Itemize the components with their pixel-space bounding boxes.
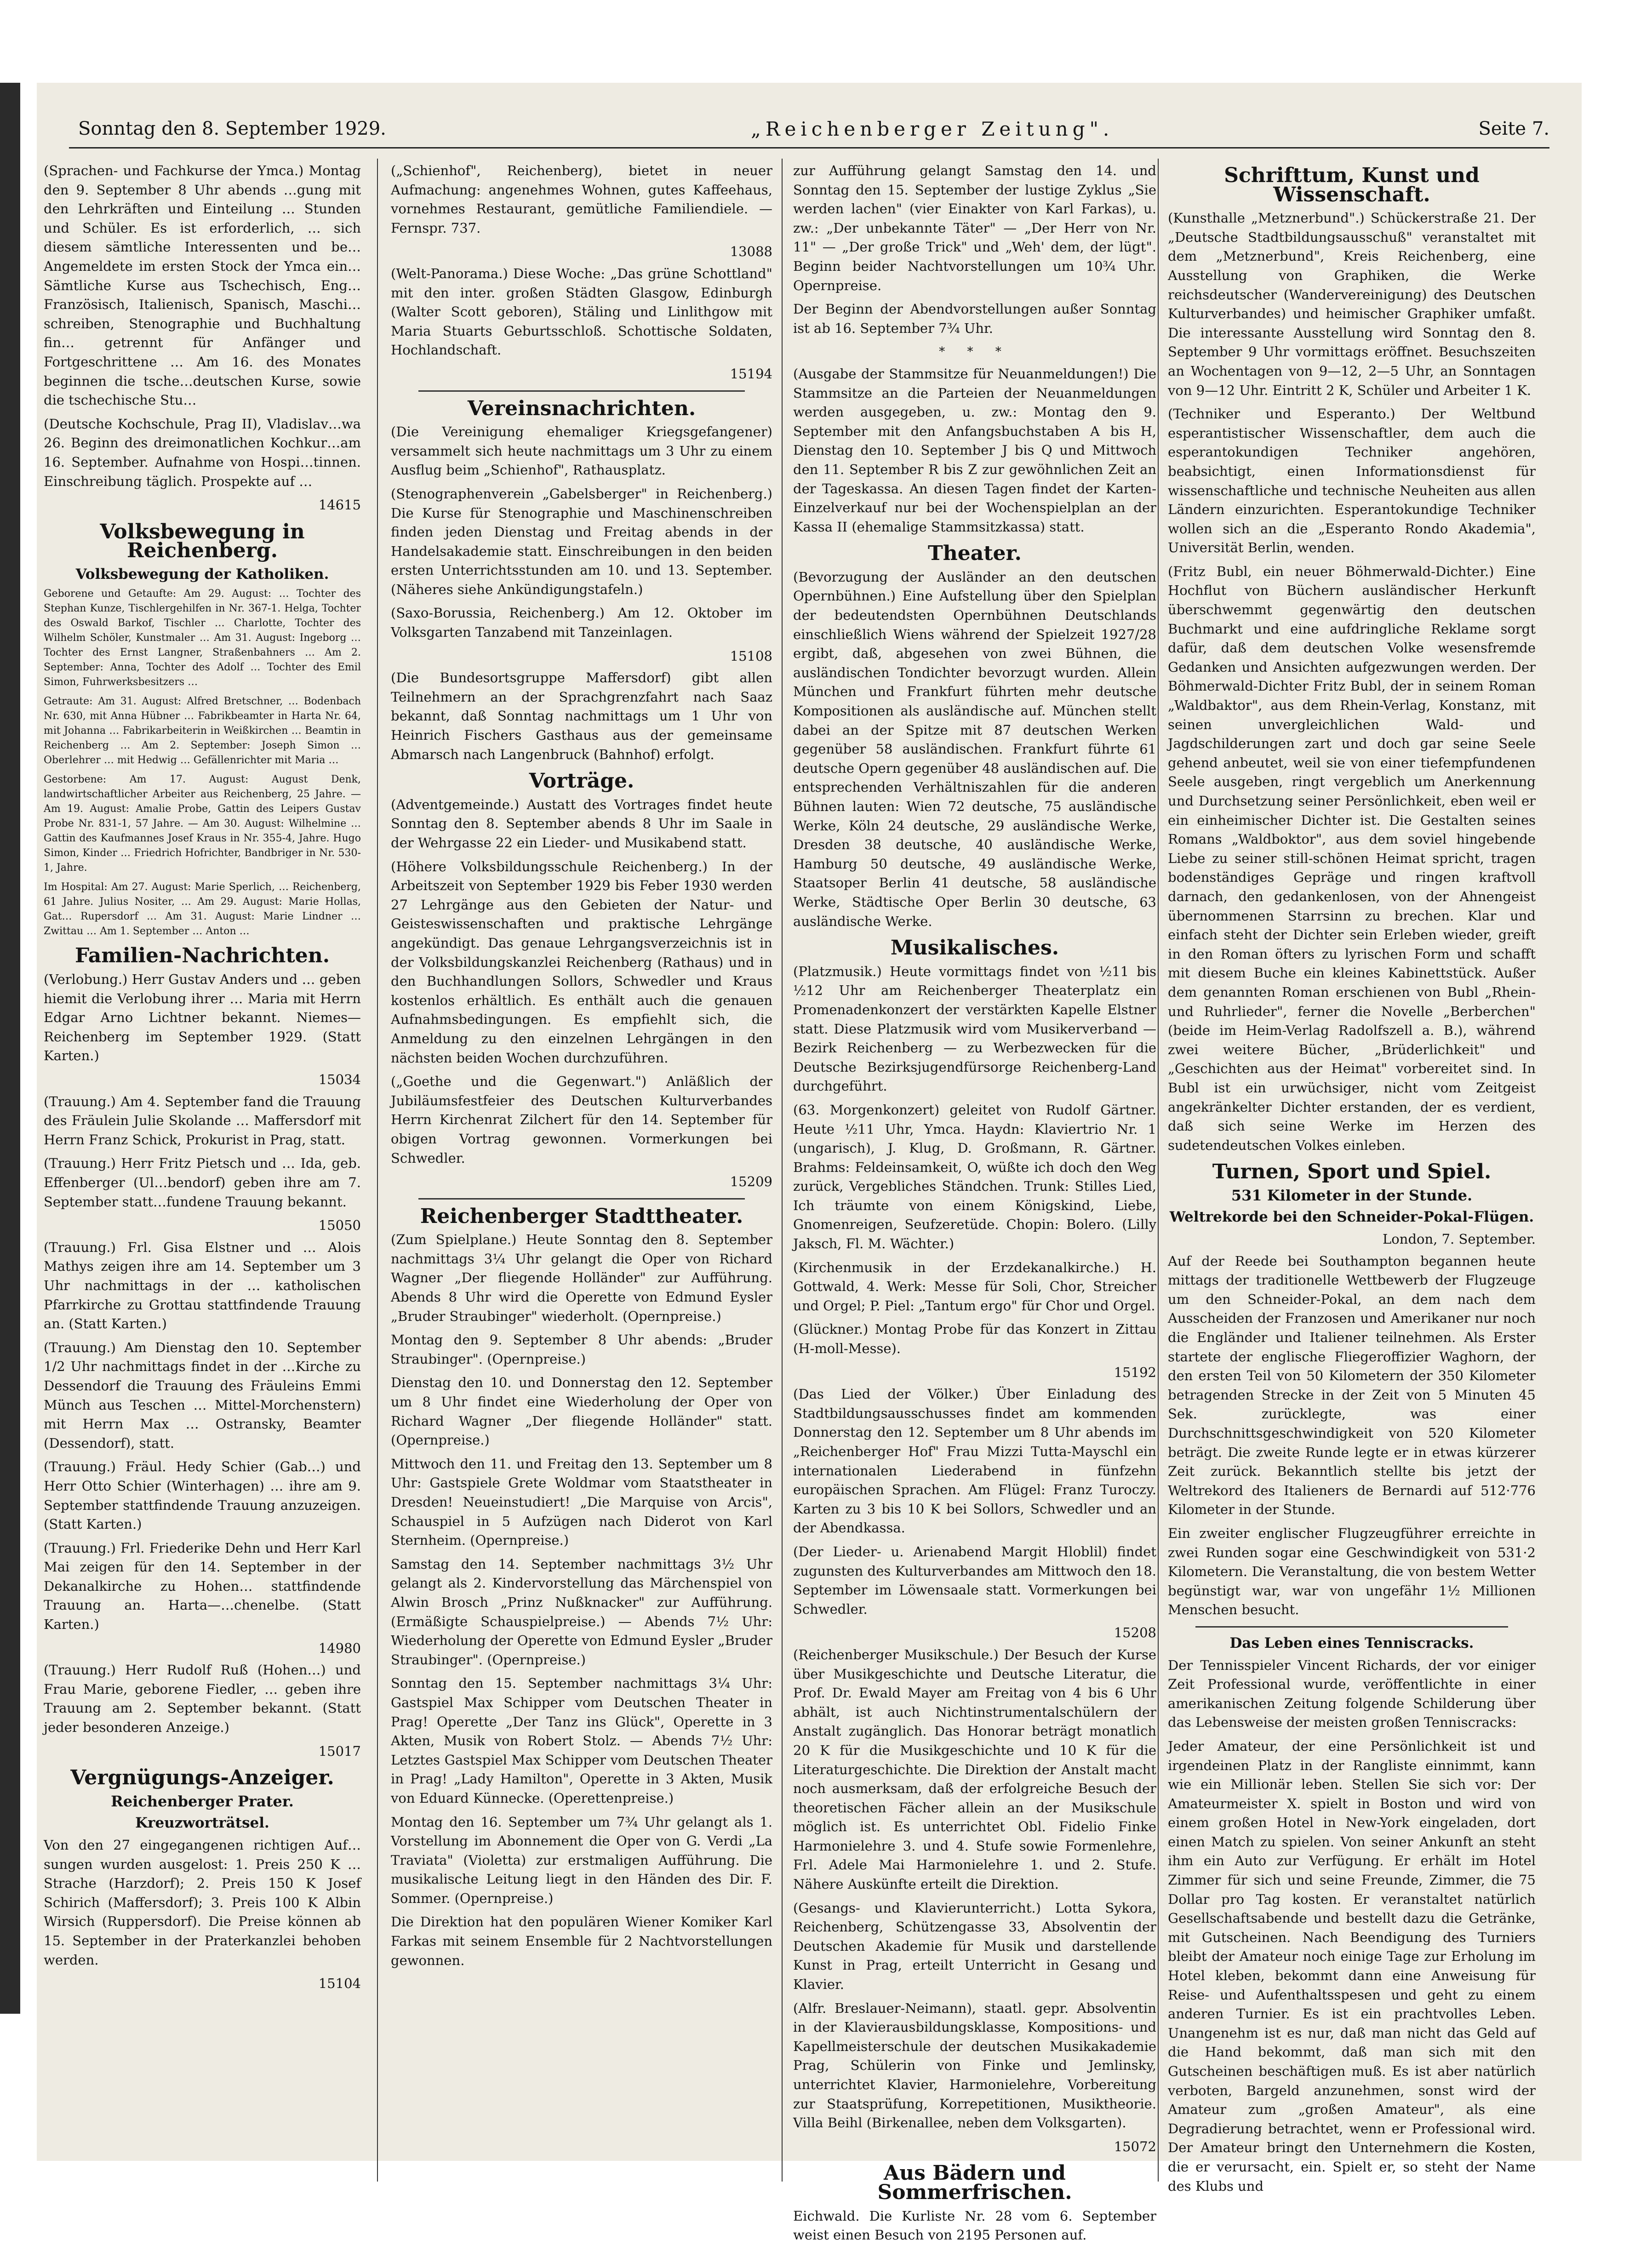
ad-number: 13088 <box>730 244 772 260</box>
article-paragraph: Von den 27 eingegangenen richtigen Auf…sungen wurden ausgelost: 1. Preis 250 K … Strache (Harzdorf); 2. Preis 150 K Josef Schirich (Maffersdorf); 3. Preis 100 K Albin Wirsich (Ruppersdorf). Die Preise können ab 15. September in der Praterkanzlei behoben werden. <box>44 1837 361 1968</box>
article-paragraph: (Höhere Volksbildungsschule Reichenberg.) In der Arbeitszeit von September 1929 bis Feber 1930 werden 27 Lehrgänge aus den Gebieten der Natur- und Geisteswissenschaften und praktische Lehrgänge angekündigt. Das genaue Lehrgangsverzeichnis ist in der Volksbildungskanzlei Reichenberg (Rathaus) und in den Buchhandlungen Sollors, Schwedler und Kraus kostenlos erhältlich. Es enthält auch die genauen Aufnahmsbedingungen. Es empfiehlt sich, die Anmeldung zu den einzelnen Lehrgängen in den nächsten beiden Wochen durchzuführen. <box>391 858 772 1066</box>
article-paragraph: („Schienhof", Reichenberg), bietet in neuer Aufmachung: angenehmes Wohnen, gutes Kaffeehaus, vornehmes Restaurant, gemütliche Familiendiele. — Fernspr. 737. <box>391 163 772 236</box>
section-heading: Vereinsnachrichten. <box>467 396 696 420</box>
ad-number: 15072 <box>1114 2138 1156 2154</box>
column-rule <box>782 159 783 2182</box>
article-paragraph: Montag den 9. September 8 Uhr abends: „Bruder Straubinger". (Opernpreise.) <box>391 1332 772 1367</box>
subsection-heading: Kreuzworträtsel. <box>135 1815 269 1832</box>
section-heading: Familien-Nachrichten. <box>74 944 330 968</box>
section-heading: Reichenberger Stadttheater. <box>420 1204 743 1228</box>
separator <box>418 390 745 392</box>
article-paragraph: Der Tennisspieler Vincent Richards, der vor einiger Zeit Professional wurde, veröffentlichte in einer amerikanischen Zeitung folgende Schilderung über das Lebensweise der meisten großen Tenniscracks: <box>1168 1657 1536 1731</box>
article-paragraph: (Bevorzugung der Ausländer an den deutschen Opernbühnen.) Eine Aufstellung über den Spielplan der bedeutendsten Opernbühnen Deutschlands einschließlich Wiens während der Spielzeit 1927/28 ergibt, daß, abgesehen von zwei Bühnen, die ausländischen Tondichter bevorzugt wurden. Allein München und Frankfurt führten mehr deutsche Kompositionen als ausländische auf. München stellt dabei an der Spitze mit 87 deutschen Werken gegenüber 58 ausländischen. Frankfurt führte 61 deutsche Opern gegenüber 48 ausländischen auf. Die entsprechenden Verhältniszahlen für die anderen Bühnen lauten: Wien 72 deutsche, 75 ausländische Werke, Köln 24 deutsche, 29 ausländische Werke, Dresden 38 deutsche, 40 ausländische Werke, Hamburg 50 deutsche, 49 ausländische Werke, Staatsoper Berlin 41 deutsche, 58 ausländische Werke, Städtische Oper Berlin 30 deutsche, 63 ausländische Werke. <box>793 569 1156 929</box>
article-paragraph: (Das Lied der Völker.) Über Einladung des Stadtbildungsausschusses findet am kommenden Donnerstag den 12. September um 8 Uhr abends im „Reichenberger Hof" Frau Mizzi Tutta-Mayschl ein internationalen Liederabend in fünfzehn europäischen Sprachen. Am Flügel: Franz Turoczy. Karten zu 3 bis 10 K bei Sollors, Schwedler und an der Abendkassa. <box>793 1386 1156 1536</box>
section-heading: Musikalisches. <box>890 936 1059 960</box>
article-paragraph: Dienstag den 10. und Donnerstag den 12. September um 8 Uhr findet eine Wiederholung der Oper von Richard Wagner „Der fliegende Holländer" statt. (Opernpreise.) <box>391 1375 772 1448</box>
registry-paragraph: Geborene und Getaufte: Am 29. August: … Tochter des Stephan Kunze, Tischlergehilfen in Nr. 367-1. Helga, Tochter des Oswald Barkof, Tischler … Charlotte, Tochter des Wilhelm Schöler, Kunstmaler … Am 31. August: Ingeborg … Tochter des Ernst Langner, Straßenbahners … Am 2. September: Anna, Tochter des Adolf … Tochter des Emil Simon, Fuhrwerksbesitzers … <box>44 588 361 688</box>
section-heading: Turnen, Sport und Spiel. <box>1212 1160 1492 1184</box>
article-paragraph: (Welt-Panorama.) Diese Woche: „Das grüne Schottland" mit den inter. großen Städten Glasgow, Edinburgh (Walter Scott geboren), Stäling und Linlithgow mit Maria Stuarts Geburtsschloß. Schottische Soldaten, Hochlandschaft. <box>391 265 772 358</box>
column-4 <box>1168 159 1536 2194</box>
section-heading: Volksbewegung in Reichenberg. <box>100 520 305 563</box>
article-paragraph: (Sprachen- und Fachkurse der Ymca.) Montag den 9. September 8 Uhr abends …gung mit den Lehrkräften und Einteilung … Stunden und Schüler. Es ist erforderlich, … sich diesem sämtliche Interessenten und be… Angemeldete im ersten Stock der Ymca ein… Sämtliche Kurse aus Tschechisch, Eng… Französisch, Italienisch, Spanisch, Maschi…schreiben, Stenographie und Buchhaltung fin… getrennt für Anfänger und Fortgeschrittene … Am 16. des Monates beginnen die tsche…deutschen Kurse, sowie die tschechische Stu… <box>44 163 361 408</box>
article-paragraph: Mittwoch den 11. und Freitag den 13. September um 8 Uhr: Gastspiele Grete Woldmar vom Staatstheater in Dresden! Neueinstudiert! „Die Marquise von Arcis", Schauspiel in 5 Aufzügen nach Diderot von Karl Sternheim. (Opernpreise.) <box>391 1456 772 1548</box>
article-paragraph: (Alfr. Breslauer-Neimann), staatl. gepr. Absolventin in der Klavierausbildungsklasse, Kompositions- und Kapellmeisterschule der deutschen Musikakademie Prag, Schülerin von Finke und Jemlinsky, unterrichtet Klavier, Harmonielehre, Vorbereitung zur Staatsprüfung, Korrepetitionen, Musiktheorie. Villa Beihl (Birkenallee, neben dem Volksgarten). <box>793 2000 1156 2131</box>
article-paragraph: Ein zweiter englischer Flugzeugführer erreichte in zwei Runden sogar eine Geschwindigkeit von 531·2 Kilometern. Die Veranstaltung, die von bestem Wetter begünstigt war, war von ungefähr 1½ Millionen Menschen besucht. <box>1168 1525 1536 1618</box>
subsection-heading: Weltrekorde bei den Schneider-Pokal-Flügen. <box>1169 1209 1534 1226</box>
article-paragraph: Der Beginn der Abendvorstellungen außer Sonntag ist ab 16. September 7¾ Uhr. <box>793 301 1156 336</box>
ad-number: 15017 <box>318 1743 361 1759</box>
registry-paragraph: Im Hospital: Am 27. August: Marie Sperlich, … Reichenberg, 61 Jahre. Julius Nositer, … Am 29. August: Marie Hollas, Gat… Rupersdorf … Am 31. August: Marie Lindner … Zwittau … Am 1. September … Anton … <box>44 881 361 937</box>
registry-paragraph: Gestorbene: Am 17. August: August Denk, landwirtschaftlicher Arbeiter aus Reichenberg, 25 Jahre. — Am 19. August: Amalie Probe, Gattin des Leipers Gustav Probe Nr. 831-1, 57 Jahre. — Am 30. August: Wilhelmine … Gattin des Kaufmannes Josef Kraus in Nr. 355-4, Jahre. Hugo Simon, Kinder … Friedrich Hofrichter, Bandbriger in Nr. 530-1, Jahre. <box>44 774 361 874</box>
header-page-number: Seite 7. <box>1478 118 1549 139</box>
article-paragraph: Samstag den 14. September nachmittags 3½ Uhr gelangt als 2. Kindervorstellung das Märchenspiel von Alwin Brosch „Prinz Nußknacker" zur Aufführung. (Ermäßigte Schauspielpreise.) — Abends 7½ Uhr: Wiederholung der Operette von Edmund Eysler „Bruder Straubinger". (Opernpreise.) <box>391 1556 772 1668</box>
section-heading: Vorträge. <box>529 769 635 793</box>
page-header <box>78 115 1549 143</box>
section-heading: Schrifttum, Kunst und Wissenschaft. <box>1224 164 1480 206</box>
article-paragraph: (Ausgabe der Stammsitze für Neuanmeldungen!) Die Stammsitze an die Parteien der Neuanmeldungen werden ausgegeben, u. zw.: Montag den 9. September mit den Anfangsbuchstaben A bis H, Dienstag den 10. September J bis Q und Mittwoch den 11. September R bis Z zur gewöhnlichen Zeit an der Tageskassa. An diesen Tagen findet der Karten-Einzelverkauf nur bei der Wochenspielplan an der Kassa II (ehemalige Stammsitzkassa) statt. <box>793 366 1156 535</box>
subsection-heading: Reichenberger Prater. <box>111 1792 294 1810</box>
dateline: London, 7. September. <box>1383 1231 1536 1247</box>
article-paragraph: (Saxo-Borussia, Reichenberg.) Am 12. Oktober im Volksgarten Tanzabend mit Tanzeinlagen. <box>391 605 772 640</box>
ad-number: 15050 <box>318 1217 361 1234</box>
family-notice: (Trauung.) Frl. Friederike Dehn und Herr Karl Mai zeigen für den 14. September in der Dekanalkirche zu Hohen… stattfindende Trauung an. Harta—…chenelbe. (Statt Karten.) <box>44 1540 361 1633</box>
subsection-heading: Volksbewegung der Katholiken. <box>75 566 329 583</box>
article-paragraph: Montag den 16. September um 7¾ Uhr gelangt als 1. Vorstellung im Abonnement die Oper von G. Verdi „La Traviata" (Violetta) zur erstmaligen Aufführung. Die musikalische Leitung liegt in den Händen des Dir. F. Sommer. (Opernpreise.) <box>391 1814 772 1906</box>
column-2 <box>391 159 772 2191</box>
section-heading: Theater. <box>927 542 1022 566</box>
family-notice: (Verlobung.) Herr Gustav Anders und … geben hiemit die Verlobung ihrer … Maria mit Herrn Edgar Arno Lichtner bekannt. Niemes—Reichenberg im September 1929. (Statt Karten.) <box>44 971 361 1064</box>
ad-number: 15104 <box>318 1976 361 1992</box>
asterism: * * * <box>939 345 1011 359</box>
article-paragraph: (Zum Spielplane.) Heute Sonntag den 8. September nachmittags 3¼ Uhr gelangt die Oper von Richard Wagner „Der fliegende Holländer" zur Aufführung. Abends 8 Uhr wird die Operette von Edmund Eysler „Bruder Straubinger" wiederholt. (Opernpreise.) <box>391 1232 772 1324</box>
article-paragraph: Auf der Reede bei Southampton begannen heute mittags der traditionelle Wettbewerb der Flugzeuge um den Schneider-Pokal, an dem nach dem Ausscheiden der Franzosen und Amerikaner nur noch die Engländer und Italiener teilnehmen. Als Erster startete der englische Fliegeroffizier Waghorn, der den ersten Teil von 50 Kilometern der 350 Kilometer betragenden Strecke in der Zeit von 5 Minuten 45 Sek. zurücklegte, was einer Durchschnittsgeschwindigkeit von 520 Kilometer beträgt. Die zweite Runde legte er in etwas kürzerer Zeit zurück. Bekanntlich stellte bis jetzt der Weltrekord des Italieners de Bernardi auf 512·776 Kilometer in der Stunde. <box>1168 1253 1536 1518</box>
ad-number: 15108 <box>730 648 772 664</box>
article-paragraph: (Glückner.) Montag Probe für das Konzert in Zittau (H-moll-Messe). <box>793 1321 1156 1357</box>
article-paragraph: (Adventgemeinde.) Austatt des Vortrages findet heute Sonntag den 8. September abends 8 Uhr im Saale in der Wehrgasse 22 ein Lieder- und Musikabend statt. <box>391 796 772 851</box>
article-paragraph: (Kirchenmusik in der Erzdekanalkirche.) H. Gottwald, 4. Werk: Messe für Soli, Chor, Streicher und Orgel; P. Piel: „Tantum ergo" für Chor und Orgel. <box>793 1259 1156 1314</box>
article-paragraph: (Kunsthalle „Metznerbund".) Schückerstraße 21. Der „Deutsche Stadtbildungsausschuß" veranstaltet mit dem „Metznerbund", Kreis Reichenberg, eine Ausstellung von Graphiken, die Werke reichsdeutscher (Wandervereinigung) des Deutschen Kulturverbandes) und heimischer Graphiker umfaßt. Die interessante Ausstellung wird Sonntag den 8. September 9 Uhr vormittags eröffnet. Besuchszeiten an Wochentagen von 9—12, 2—5 Uhr, an Sonntagen von 9—12 Uhr. Eintritt 2 K, Schüler und Arbeiter 1 K. <box>1168 210 1536 398</box>
family-notice: (Trauung.) Am 4. September fand die Trauung des Fräulein Julie Skolande … Maffersdorf mit Herrn Franz Schick, Prokurist in Prag, statt. <box>44 1093 361 1148</box>
ad-number: 15208 <box>1114 1625 1156 1641</box>
header-date: Sonntag den 8. September 1929. <box>78 118 386 139</box>
article-paragraph: (Deutsche Kochschule, Prag II), Vladislav…wa 26. Beginn des dreimonatlichen Kochkur…am 16. September. Aufnahme von Hospi…tinnen. Einschreibung täglich. Prospekte auf … <box>44 416 361 489</box>
column-1 <box>44 159 361 2191</box>
ad-number: 15194 <box>730 366 772 382</box>
article-paragraph: (Die Vereinigung ehemaliger Kriegsgefangener) versammelt sich heute nachmittags um 3 Uhr zu einem Ausflug beim „Schienhof", Rathausplatz. <box>391 424 772 478</box>
family-notice: (Trauung.) Herr Rudolf Ruß (Hohen…) und Frau Marie, geborene Fiedler, … geben ihre Trauung am 2. September bekannt. (Statt jeder besonderen Anzeige.) <box>44 1662 361 1736</box>
article-paragraph: Eichwald. Die Kurliste Nr. 28 vom 6. September weist einen Besuch von 2195 Personen auf. <box>793 2208 1156 2243</box>
column-3 <box>793 159 1156 2243</box>
column-rule <box>377 159 378 2182</box>
article-paragraph: (Techniker und Esperanto.) Der Weltbund esperantistischer Wissenschaftler, dem auch die esperantokundigen Techniker angehören, beabsichtigt, einen Informationsdienst für wissenschaftliche und technische Neuheiten aus allen Ländern einzurichten. Esperantokundige Techniker wollen sich an die „Esperanto Rondo Akademia", Universität Berlin, wenden. <box>1168 406 1536 556</box>
ad-number: 15209 <box>730 1174 772 1190</box>
family-notice: (Trauung.) Frl. Gisa Elstner und … Alois Mathys zeigen ihre am 14. September um 3 Uhr nachmittags in der … katholischen Pfarrkirche zu Grottau stattfindende Trauung an. (Statt Karten.) <box>44 1239 361 1332</box>
column-rule <box>1158 159 1159 2182</box>
article-paragraph: zur Aufführung gelangt Samstag den 14. und Sonntag den 15. September der lustige Zyklus „Sie werden lachen" (vier Einakter von Karl Farkas), u. zw.: „Der unbekannte Täter" — „Der Herr von Nr. 11" — „Der große Trick" und „Weh' dem, der lügt". Beginn beider Nachtvorstellungen um 10¾ Uhr. Opernpreise. <box>793 163 1156 293</box>
family-notice: (Trauung.) Herr Fritz Pietsch und … Ida, geb. Effenberger (Ul…bendorf) geben ihre am 7. September statt…fundene Trauung bekannt. <box>44 1155 361 1210</box>
section-heading: Aus Bädern und Sommerfrischen. <box>877 2161 1072 2204</box>
scan-edge <box>0 83 20 2014</box>
article-paragraph: („Goethe und die Gegenwart.") Anläßlich der Jubiläumsfestfeier des Deutschen Kulturverbandes Herrn Kirchenrat Zilchert für den 14. September für obigen Vortrag gewonnen. Vormerkungen bei Schwedler. <box>391 1074 772 1166</box>
separator <box>418 1198 745 1200</box>
header-masthead: „Reichenberger Zeitung". <box>751 117 1114 140</box>
ad-number: 14980 <box>318 1640 361 1656</box>
subsection-heading: Das Leben eines Tenniscracks. <box>1229 1634 1474 1651</box>
article-paragraph: (Die Bundesortsgruppe Maffersdorf) gibt allen Teilnehmern an der Sprachgrenzfahrt nach Saaz bekannt, daß Sonntag nachmittags um 1 Uhr von Heinrich Fischers Gasthaus aus der gemeinsame Abmarsch nach Langenbruck (Bahnhof) erfolgt. <box>391 670 772 762</box>
ad-number: 15192 <box>1114 1364 1156 1380</box>
article-paragraph: (Stenographenverein „Gabelsberger" in Reichenberg.) Die Kurse für Stenographie und Maschinenschreiben finden jeden Dienstag und Freitag abends in der Handelsakademie statt. Einschreibungen in den beiden ersten Unterrichtsstunden am 10. und 13. September. (Näheres siehe Ankündigungstafeln.) <box>391 486 772 597</box>
subsection-heading: 531 Kilometer in der Stunde. <box>1231 1186 1473 1204</box>
article-paragraph: (Fritz Bubl, ein neuer Böhmerwald-Dichter.) Eine Hochflut von Büchern ausländischer Herkunft überschwemmt gegenwärtig den deutschen Buchmarkt und eine aufdringliche Reklame sorgt dafür, daß dem deutschen Volke wesensfremde Gedanken und Ansichten aufgezwungen werden. Der Böhmerwald-Dichter Fritz Bubl, der in seinem Roman „Waldbaktor", aus dem Rhein-Verlag, Konstanz, mit seinen unvergleichlichen Wald- und Jagdschilderungen zart und doch gar seine Seele gehend anbeutet, weil sie von einer tiefempfundenen Seele ausgeben, ringt vergeblich um Anerkennung und Durchsetzung seiner Persönlichkeit, eben weil er ein einheimischer Dichter ist. Die Gestalten seines Romans „Waldboktor", aus dem soviel hingebende Liebe zu seiner still-schönen Heimat spricht, tragen bodenständiges Gepräge und ringen kraftvoll darnach, den gedankenlosen, von der Ahnengeist übernommenen Starrsinn zu brechen. Klar und einfach steht der Dichter sein Erleben wieder, greift in den Roman öfters zu lyrischen Form und schafft mit diesem Buche ein kleines Kabinettstück. Außer dem genannten Roman erschienen von Bubl „Rhein- und Ruhrlieder", ferner die Novelle „Berberchen" (beide im Heim-Verlag Radolfszell a. B.), während zwei weitere Bücher, „Brüderlichkeit" und „Geschichten aus der Heimat" vorbereitet sind. In Bubl ist ein urwüchsiger, nicht vom Zeitgeist angekränkelter Dichter erstanden, der es verdient, daß sich seine Werke im Herzen des sudetendeutschen Volkes einleben. <box>1168 563 1536 1153</box>
family-notice: (Trauung.) Am Dienstag den 10. September 1/2 Uhr nachmittags findet in der …Kirche zu Dessendorf die Trauung des Fräuleins Emmi Münch aus Teschen … Mittel-Morchenstern) mit Herrn Max … Ostransky, Beamter (Dessendorf), statt. <box>44 1339 361 1451</box>
header-rule <box>69 147 1549 149</box>
article-paragraph: (Gesangs- und Klavierunterricht.) Lotta Sykora, Reichenberg, Schützengasse 33, Absolventin der Deutschen Akademie für Musik und darstellende Kunst in Prag, erteilt Unterricht in Gesang und Klavier. <box>793 1900 1156 1993</box>
registry-paragraph: Getraute: Am 31. August: Alfred Bretschner, … Bodenbach Nr. 630, mit Anna Hübner … Fabrikbeamter in Harta Nr. 64, mit Johanna … Fabrikarbeiterin in Weißkirchen … Beamtin in Reichenberg … Am 2. September: Joseph Simon … Oberlehrer … mit Hedwig … Gefällenrichter mit Maria … <box>44 696 361 766</box>
separator <box>1195 1626 1508 1628</box>
section-heading: Vergnügungs-Anzeiger. <box>70 1766 334 1790</box>
ad-number: 14615 <box>318 497 361 513</box>
article-paragraph: Die Direktion hat den populären Wiener Komiker Karl Farkas mit seinem Ensemble für 2 Nachtvorstellungen gewonnen. <box>391 1914 772 1968</box>
ad-number: 15034 <box>318 1072 361 1088</box>
article-paragraph: Sonntag den 15. September nachmittags 3¼ Uhr: Gastspiel Max Schipper vom Deutschen Theater in Prag! Operette „Der Tanz ins Glück", Operette in 3 Akten, Musik von Robert Stolz. — Abends 7½ Uhr: Letztes Gastspiel Max Schipper vom Deutschen Theater in Prag! „Lady Hamilton", Operette in 3 Akten, Musik von Eduard Künnecke. (Operettenpreise.) <box>391 1675 772 1806</box>
article-paragraph: (63. Morgenkonzert) geleitet von Rudolf Gärtner. Heute ½11 Uhr, Ymca. Haydn: Klaviertrio Nr. 1 (ungarisch), J. Klug, D. Großmann, R. Gärtner. Brahms: Feldeinsamkeit, O, wüßte ich doch den Weg zurück, Vergebliches Ständchen. Trunk: Stilles Lied, Ich träumte von einem Königskind, Liebe, Gnomenreigen, Seufzeretüde. Chopin: Bolero. (Lilly Jaksch, Fl. M. Wächter.) <box>793 1102 1156 1252</box>
article-paragraph: (Platzmusik.) Heute vormittags findet von ½11 bis ½12 Uhr am Reichenberger Theaterplatz ein Promenadenkonzert der verstärkten Kapelle Elstner statt. Diese Platzmusik wird vom Musikerverband — Bezirk Reichenberg — zu Werbezwecken für die Deutsche Bezirksjugendfürsorge Reichenberg-Land durchgeführt. <box>793 963 1156 1094</box>
article-paragraph: (Reichenberger Musikschule.) Der Besuch der Kurse über Musikgeschichte und Deutsche Literatur, die Prof. Dr. Ewald Mayer am Freitag von 4 bis 6 Uhr abhält, ist auch Nichtinstrumentalschülern der Anstalt zugänglich. Das Honorar beträgt monatlich 20 K für die Musikgeschichte und 10 K für die Literaturgeschichte. Die Direktion der Anstalt macht noch ausmerksam, daß der erfolgreiche Besuch der theoretischen Fächer allein an der Musikschule möglich ist. Es unterrichtet Obl. Fidelio Finke Harmonielehre 3. und 4. Stufe sowie Formenlehre, Frl. Adele Mai Harmonielehre 1. und 2. Stufe. Nähere Auskünfte erteilt die Direktion. <box>793 1646 1156 1892</box>
family-notice: (Trauung.) Fräul. Hedy Schier (Gab…) und Herr Otto Schier (Winterhagen) … ihre am 9. September stattfindende Trauung anzuzeigen. (Statt Karten.) <box>44 1459 361 1532</box>
article-paragraph: Jeder Amateur, der eine Persönlichkeit ist und irgendeinen Platz in der Rangliste einnimmt, kann wie ein Millionär leben. Stellen Sie sich vor: Der Amateurmeister X. spielt in Boston und wird von einem großen Hotel in New-York eingeladen, dort einen Match zu spielen. Von seiner Ankunft an steht ihm ein Auto zur Verfügung. Er erhält im Hotel Zimmer für sich und seine Freunde, Zimmer, die 75 Dollar pro Tag kosten. Er veranstaltet natürlich Gesellschaftsabende und bestellt dazu die Getränke, mit Gutscheinen. Nach Beendigung des Turniers bleibt der Amateur noch einige Tage zur Erholung im Hotel kleben, bekommt dann eine Anweisung für Reise- und Aufenthaltsspesen und geht zu einem anderen Turnier. Es ist ein prachtvolles Leben. Unangenehm ist es nur, daß man nicht das Geld auf die Hand bekommt, daß man sich mit den Gutscheinen beschäftigen muß. Es ist aber natürlich verboten, Bargeld anzunehmen, sonst wird der Amateur zum „großen Amateur", als eine Degradierung betrachtet, wenn er Professional wird. Der Amateur bringt den Unternehmern die Kosten, die er verursacht, ein. Spielt er, so steht der Name des Klubs und <box>1168 1738 1536 2194</box>
article-paragraph: (Der Lieder- u. Arienabend Margit Hloblil) findet zugunsten des Kulturverbandes am Mittwoch den 18. September im Löwensaale statt. Vormerkungen bei Schwedler. <box>793 1543 1156 1617</box>
